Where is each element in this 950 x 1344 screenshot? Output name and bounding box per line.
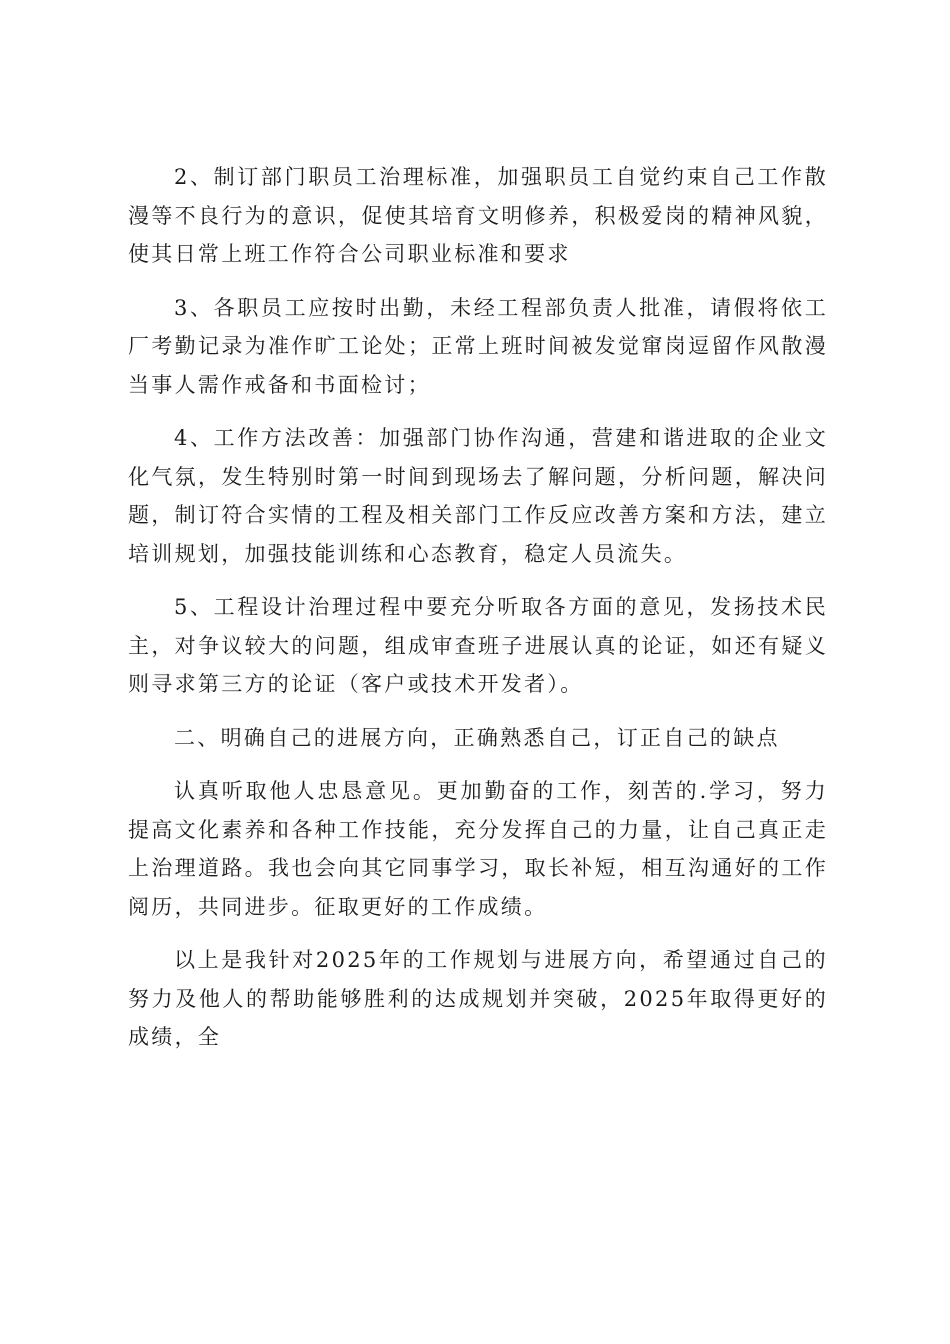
document-body: [128, 158, 828, 1072]
section-heading-2: 二、明确自己的进展方向，正确熟悉自己，订正自己的缺点: [174, 725, 780, 750]
paragraph-4-work-method-improvement: 4、工作方法改善：加强部门协作沟通，营建和谐进取的企业文化气氛，发生特别时第一时间到现场去了解问题，分析问题，解决问题，制订符合实情的工程及相关部门工作反应改善方案和方法，建立培训规划，加强技能训练和心态教育，稳定人员流失。: [128, 426, 828, 566]
paragraph-conclusion: 以上是我针对2025年的工作规划与进展方向，希望通过自己的努力及他人的帮助能够胜利的达成规划并突破，2025年取得更好的成绩，全: [128, 948, 828, 1049]
paragraph-5-engineering-design: 5、工程设计治理过程中要充分听取各方面的意见，发扬技术民主，对争议较大的问题，组成审查班子进展认真的论证，如还有疑义则寻求第三方的论证（客户或技术开发者）。: [128, 595, 828, 696]
paragraph-2-staff-standards: 2、制订部门职员工治理标准，加强职员工自觉约束自己工作散漫等不良行为的意识，促使其培育文明修养，积极爱岗的精神风貌，使其日常上班工作符合公司职业标准和要求: [128, 165, 828, 266]
paragraph-self-improvement: 认真听取他人忠恳意见。更加勤奋的工作，刻苦的.学习，努力提高文化素养和各种工作技能，充分发挥自己的力量，让自己真正走上治理道路。我也会向其它同事学习，取长补短，相互沟通好的工作阅历，共同进步。征取更好的工作成绩。: [128, 779, 828, 919]
paragraph-3-attendance: 3、各职员工应按时出勤，未经工程部负责人批准，请假将依工厂考勤记录为准作旷工论处；正常上班时间被发觉窜岗逗留作风散漫当事人需作戒备和书面检讨；: [128, 295, 828, 397]
